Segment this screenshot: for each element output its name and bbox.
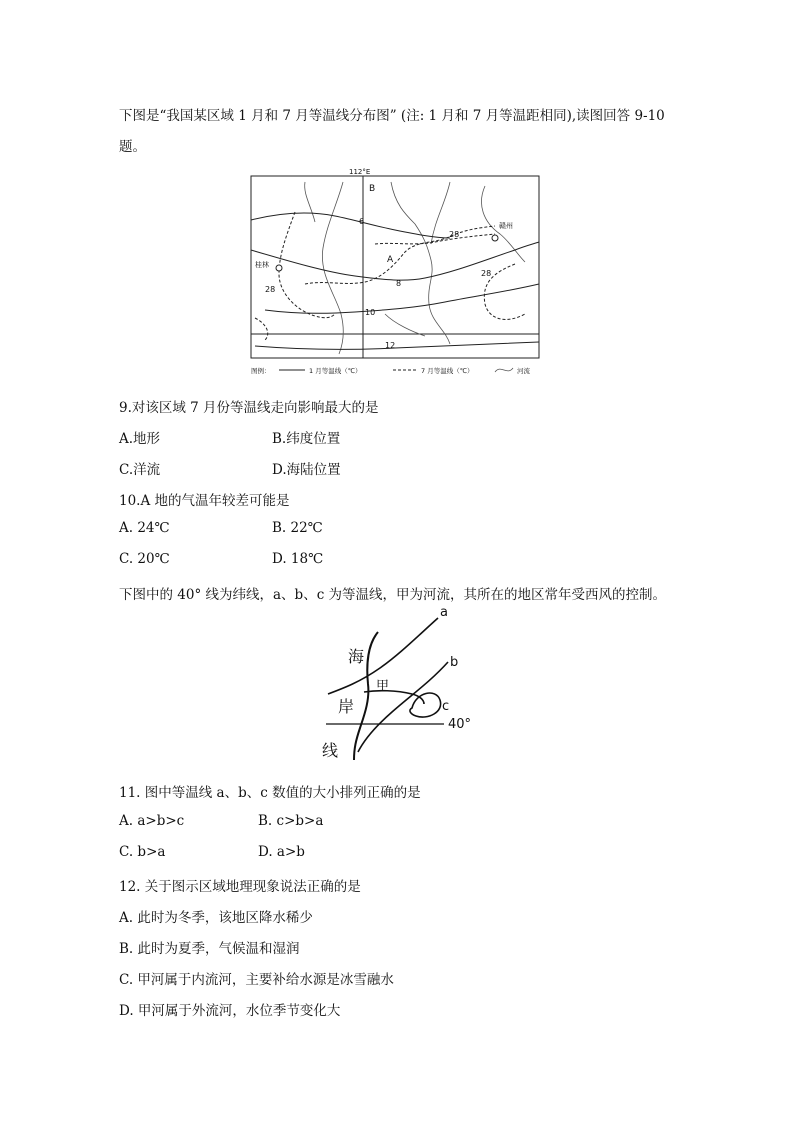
isotherm-c [410, 693, 441, 717]
jan-isotherm-10 [265, 284, 539, 313]
q9-option-c: C.洋流 [119, 462, 161, 478]
q9-option-d: D.海陆位置 [272, 462, 341, 478]
label-c: c [442, 699, 450, 714]
label-jia: 甲 [376, 679, 390, 694]
jan-isotherm-6 [251, 213, 450, 238]
label-a: a [440, 605, 448, 620]
river-line [431, 182, 450, 244]
jan-isotherm-12 [255, 342, 539, 349]
label-40: 40° [448, 717, 472, 732]
legend-river-swatch [495, 368, 513, 372]
jul-isotherm-28-center [305, 226, 495, 284]
label-28-b: 28 [481, 269, 492, 278]
legend-prefix: 图例： [251, 367, 271, 375]
q10-stem: 10.A 地的气温年较差可能是 [119, 493, 290, 509]
q9-option-a: A.地形 [119, 431, 161, 447]
label-hai: 海 [348, 647, 365, 666]
river-line [391, 182, 450, 344]
label-6: 6 [359, 217, 365, 226]
river-line [305, 182, 315, 222]
intro-line-1: 下图是“我国某区域 1 月和 7 月等温线分布图” (注: 1 月和 7 月等温距相同),读图回答 9-10 [119, 108, 665, 124]
label-b: b [450, 655, 459, 670]
q12-option-b: B. 此时为夏季，气候温和湿润 [119, 941, 300, 957]
q10-option-a: A. 24℃ [119, 520, 170, 536]
jul-isotherm-28-west [279, 212, 335, 318]
legend-jul-label: 7 月等温线（℃） [421, 367, 474, 375]
isotherm-map [245, 164, 545, 380]
label-12: 12 [385, 341, 396, 350]
label-28-a: 28 [449, 230, 460, 239]
map-frame [251, 176, 539, 358]
city-west-marker [276, 265, 282, 271]
q12-option-a: A. 此时为冬季，该地区降水稀少 [119, 910, 313, 926]
q12-stem: 12. 关于图示区域地理现象说法正确的是 [119, 879, 361, 895]
q10-option-d: D. 18℃ [272, 551, 324, 567]
q9-option-b: B.纬度位置 [272, 431, 341, 447]
meridian-label: 112°E [349, 168, 371, 176]
q11-option-c: C. b>a [119, 844, 166, 860]
q12-option-c: C. 甲河属于内流河，主要补给水源是冰雪融水 [119, 972, 394, 988]
river-line [322, 182, 343, 354]
intro2-text: 下图中的 40° 线为纬线，a、b、c 为等温线，甲为河流，其所在的地区常年受西风的控制。 [119, 587, 667, 603]
city-west-label: 桂林 [255, 261, 269, 269]
label-B: B [369, 184, 376, 194]
city-east-label: 赣州 [499, 222, 513, 230]
city-east-marker [492, 235, 498, 241]
q11-option-b: B. c>b>a [258, 813, 324, 829]
q10-option-b: B. 22℃ [272, 520, 323, 536]
q11-option-a: A. a>b>c [119, 813, 185, 829]
jul-isotherm-sw [255, 318, 268, 340]
q10-option-c: C. 20℃ [119, 551, 170, 567]
label-A: A [387, 255, 394, 265]
isotherm-b [358, 662, 448, 752]
label-8: 8 [396, 279, 402, 288]
q12-option-d: D. 甲河属于外流河，水位季节变化大 [119, 1003, 341, 1019]
jul-isotherm-28-north [375, 234, 495, 244]
label-an: 岸 [338, 697, 355, 716]
legend-jan-label: 1 月等温线（℃） [309, 367, 362, 375]
legend-river-label: 河流 [517, 367, 530, 375]
label-28-c: 28 [265, 285, 276, 294]
intro-line-2: 题。 [119, 139, 146, 155]
river-line [385, 314, 425, 336]
label-10: 10 [365, 308, 376, 317]
coast-diagram [320, 604, 480, 768]
q9-stem: 9.对该区域 7 月份等温线走向影响最大的是 [119, 400, 379, 416]
q11-option-d: D. a>b [258, 844, 305, 860]
q11-stem: 11. 图中等温线 a、b、c 数值的大小排列正确的是 [119, 785, 421, 801]
label-xian: 线 [322, 741, 339, 760]
